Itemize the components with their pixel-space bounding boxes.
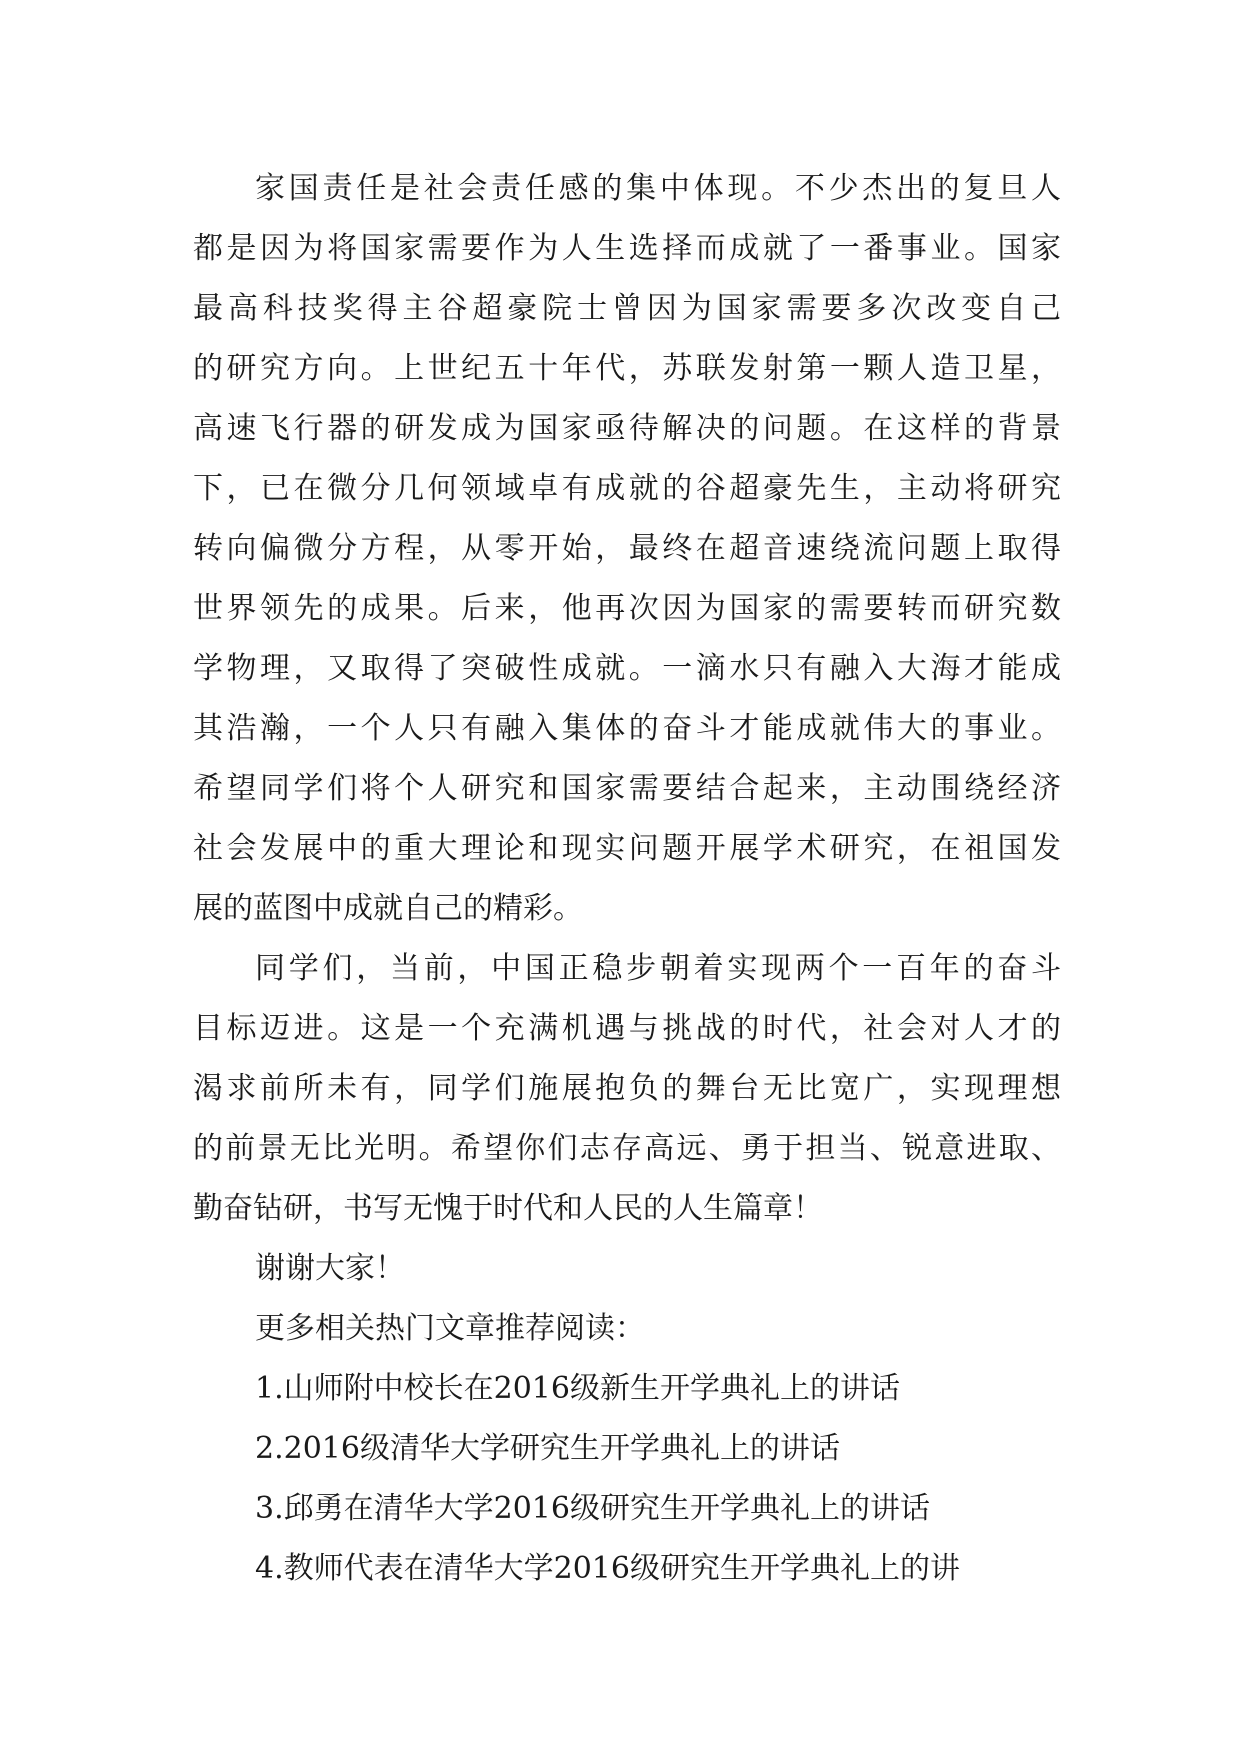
recommend-item[interactable]: 1.山师附中校长在2016级新生开学典礼上的讲话 — [255, 1371, 900, 1406]
recommend-heading: 更多相关热门文章推荐阅读： — [255, 1311, 645, 1346]
paragraph-line: 世界领先的成果。后来，他再次因为国家的需要转而研究数 — [193, 591, 1061, 626]
paragraph-students — [193, 939, 1061, 1239]
paragraph-line: 渴求前所未有，同学们施展抱负的舞台无比宽广，实现理想 — [193, 1071, 1061, 1106]
paragraph-line: 勤奋钻研，书写无愧于时代和人民的人生篇章！ — [193, 1191, 823, 1226]
recommend-list — [193, 1359, 1061, 1599]
paragraph-line: 学物理，又取得了突破性成就。一滴水只有融入大海才能成 — [193, 651, 1061, 686]
paragraph-line: 的研究方向。上世纪五十年代，苏联发射第一颗人造卫星， — [193, 351, 1061, 386]
paragraph-line: 转向偏微分方程，从零开始，最终在超音速绕流问题上取得 — [193, 531, 1061, 566]
paragraph-line: 最高科技奖得主谷超豪院士曾因为国家需要多次改变自己 — [193, 291, 1061, 326]
recommend-item[interactable]: 3.邱勇在清华大学2016级研究生开学典礼上的讲话 — [255, 1491, 930, 1526]
paragraph-line: 社会发展中的重大理论和现实问题开展学术研究，在祖国发 — [193, 831, 1061, 866]
paragraph-line: 其浩瀚，一个人只有融入集体的奋斗才能成就伟大的事业。 — [193, 711, 1061, 746]
paragraph-line: 展的蓝图中成就自己的精彩。 — [193, 891, 583, 926]
recommend-item[interactable]: 2.2016级清华大学研究生开学典礼上的讲话 — [255, 1431, 840, 1466]
paragraph-line: 高速飞行器的研发成为国家亟待解决的问题。在这样的背景 — [193, 411, 1061, 446]
paragraph-line: 都是因为将国家需要作为人生选择而成就了一番事业。国家 — [193, 231, 1061, 266]
paragraph-line: 同学们，当前，中国正稳步朝着实现两个一百年的奋斗 — [255, 951, 1061, 986]
paragraph-line: 家国责任是社会责任感的集中体现。不少杰出的复旦人 — [255, 171, 1061, 206]
paragraph-line: 下，已在微分几何领域卓有成就的谷超豪先生，主动将研究 — [193, 471, 1061, 506]
paragraph-line: 目标迈进。这是一个充满机遇与挑战的时代，社会对人才的 — [193, 1011, 1061, 1046]
paragraph-line: 的前景无比光明。希望你们志存高远、勇于担当、锐意进取、 — [193, 1131, 1061, 1166]
closing-thanks: 谢谢大家！ — [255, 1251, 405, 1286]
paragraph-family-and-nation — [193, 159, 1061, 939]
paragraph-line: 希望同学们将个人研究和国家需要结合起来，主动围绕经济 — [193, 771, 1061, 806]
document-body — [193, 159, 1061, 1599]
recommend-item[interactable]: 4.教师代表在清华大学2016级研究生开学典礼上的讲 — [255, 1551, 960, 1586]
